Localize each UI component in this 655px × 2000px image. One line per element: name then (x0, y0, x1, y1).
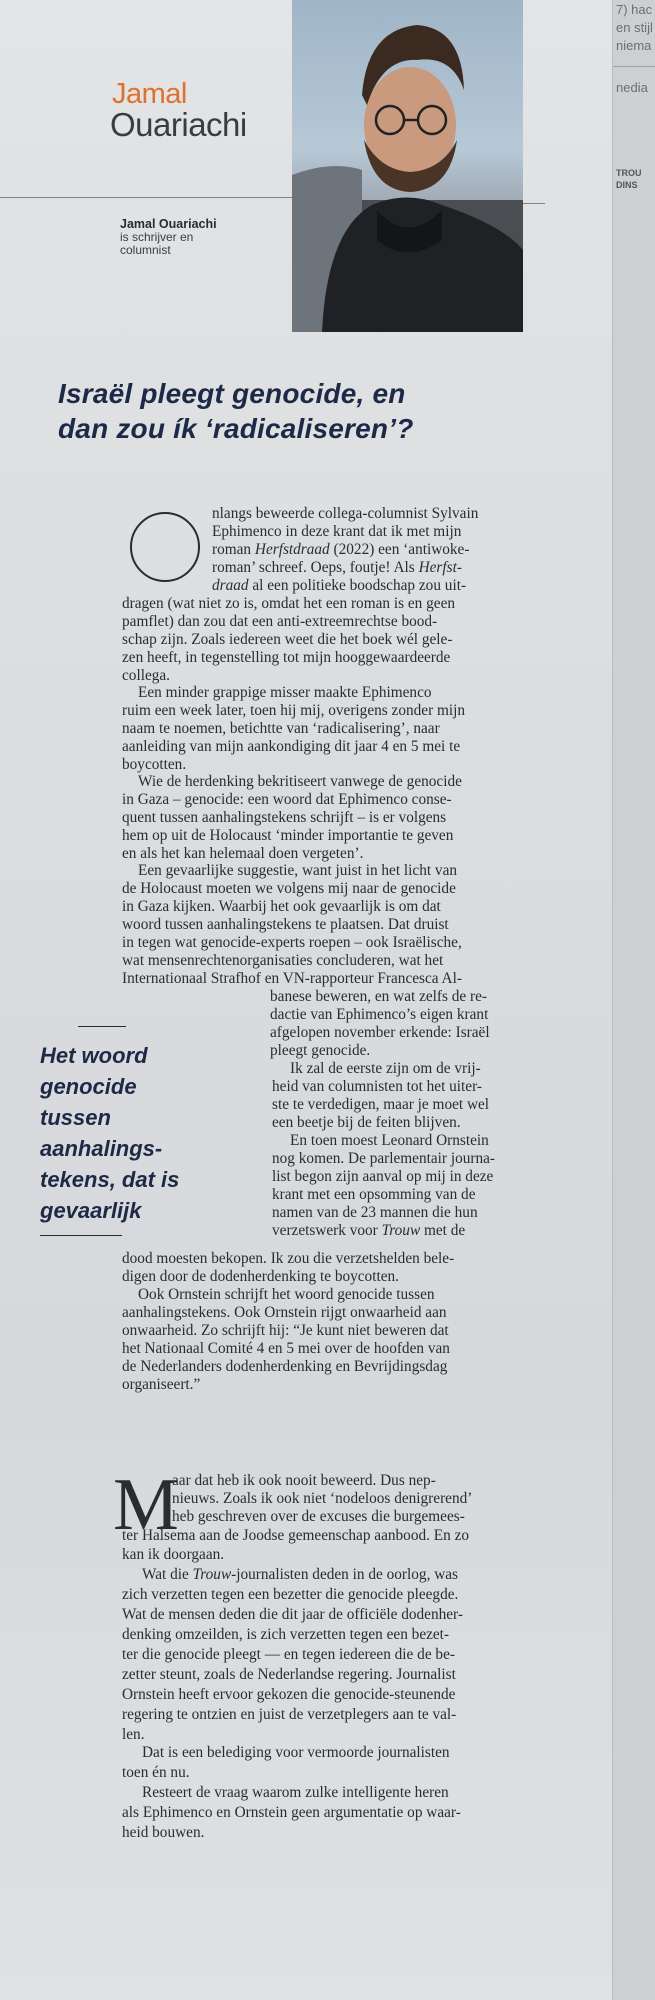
body-line: quent tussen aanhalingstekens schrijft – is er volgens (122, 809, 447, 826)
body-line: krant met een opsomming van de (272, 1186, 476, 1203)
body-line: heid van columnisten tot het uiter- (272, 1078, 482, 1095)
body-line: aar dat heb ik ook nooit beweerd. Dus nep- (172, 1472, 436, 1489)
pullquote-line: tussen (40, 1105, 111, 1130)
body-line: Ook Ornstein schrijft het woord genocide tussen (138, 1286, 435, 1303)
body-line: aanleiding van mijn aankondiging dit jaar 4 en 5 mei te (122, 738, 461, 755)
body-line: dactie van Ephimenco’s eigen krant (270, 1006, 489, 1023)
byline-role-2: columnist (120, 243, 171, 257)
body-line: roman Herfstdraad (2022) een ‘antiwoke- (212, 541, 470, 558)
body-line: in tegen wat genocide-experts roepen – ook Israëlische, (122, 934, 462, 951)
body-line: het Nationaal Comité 4 en 5 mei over de hoofden van (122, 1340, 450, 1357)
body-line: pleegt genocide. (270, 1042, 371, 1059)
adjacent-text: nedia (616, 80, 648, 95)
body-line: organiseert.” (122, 1376, 201, 1393)
body-line: woord tussen aanhalingstekens te plaatsen. Dat druist (122, 916, 449, 933)
header-rule-right (523, 203, 545, 204)
body-line: als Ephimenco en Ornstein geen argumentatie op waar- (122, 1804, 461, 1821)
adjacent-text: 7) hac (616, 2, 653, 17)
byline (120, 218, 217, 257)
body-line: verzetswerk voor Trouw met de (272, 1222, 466, 1239)
body-line: heid bouwen. (122, 1824, 205, 1841)
body-line: een beetje bij de feiten blijven. (272, 1114, 461, 1131)
adjacent-text: DINS (616, 180, 638, 190)
body-line: zich verzetten tegen een bezetter die genocide pleegde. (122, 1586, 459, 1603)
body-line: zetter steunt, zoals de Nederlandse regering. Journalist (122, 1666, 456, 1683)
body-line: nlangs beweerde collega-columnist Sylvain (212, 505, 479, 522)
body-line: Ornstein heeft ervoor gekozen die genocide-steunende (122, 1686, 456, 1703)
body-line: Dat is een belediging voor vermoorde journalisten (142, 1744, 450, 1761)
body-line: toen én nu. (122, 1764, 190, 1781)
body-line: ter die genocide pleegt — en tegen iedereen die de be- (122, 1646, 455, 1663)
body-line: roman’ schreef. Oeps, foutje! Als Herfst- (212, 559, 462, 576)
pullquote (40, 1040, 250, 1226)
byline-name: Jamal Ouariachi (120, 217, 217, 231)
body-line: heb geschreven over de excuses die burgemees- (172, 1508, 465, 1525)
body-line: kan ik doorgaan. (122, 1546, 225, 1563)
pullquote-line: genocide (40, 1074, 137, 1099)
author-portrait-image (292, 0, 523, 332)
body-line: Een minder grappige misser maakte Ephimenco (138, 684, 432, 701)
body-line: boycotten. (122, 756, 187, 773)
body-line: collega. (122, 667, 170, 684)
body-line: ste te verdedigen, maar je moet wel (272, 1096, 490, 1113)
pullquote-line: gevaarlijk (40, 1198, 142, 1223)
pullquote-rule-bottom (40, 1235, 122, 1236)
pullquote-line: aanhalings- (40, 1136, 163, 1161)
body-line: onwaarheid. Zo schrijft hij: “Je kunt niet beweren dat (122, 1322, 449, 1339)
body-line: nog komen. De parlementair journa- (272, 1150, 495, 1167)
body-line: in Gaza – genocide: een woord dat Ephimenco conse- (122, 791, 452, 808)
header-rule (0, 197, 292, 198)
pullquote-line: tekens, dat is (40, 1167, 180, 1192)
body-line: regering te ontzien en juist de verzetplegers aan te val- (122, 1706, 457, 1723)
body-line: en als het kan helemaal doen vergeten’. (122, 845, 364, 862)
body-line: len. (122, 1726, 145, 1743)
dropcap-m: M (113, 1464, 179, 1546)
pullquote-rule-top (78, 1026, 126, 1027)
body-line: digen door de dodenherdenking te boycotten. (122, 1268, 399, 1285)
body-line: afgelopen november erkende: Israël (270, 1024, 490, 1041)
body-line: Wat de mensen deden die dit jaar de officiële dodenher- (122, 1606, 463, 1623)
body-line: in Gaza kijken. Waarbij het ook gevaarlijk is om dat (122, 898, 441, 915)
body-line: de Holocaust moeten we volgens mij naar de genocide (122, 880, 456, 897)
body-line: draad al een politieke boodschap zou uit- (212, 577, 467, 594)
author-photo (292, 0, 523, 332)
body-line: Internationaal Strafhof en VN-rapporteur Francesca Al- (122, 970, 462, 987)
body-line: list begon zijn aanval op mij in deze (272, 1168, 494, 1185)
adjacent-page-edge (612, 0, 655, 2000)
adjacent-rule (613, 66, 655, 67)
body-line: namen van de 23 mannen die hun (272, 1204, 478, 1221)
body-line: En toen moest Leonard Ornstein (290, 1132, 489, 1149)
body-line: Resteert de vraag waarom zulke intelligente heren (142, 1784, 449, 1801)
body-line: Wat die Trouw-journalisten deden in de oorlog, was (142, 1566, 459, 1583)
body-line: dragen (wat niet zo is, omdat het een roman is en geen (122, 595, 456, 612)
body-line: naam te noemen, betichtte van ‘radicalisering’, naar (122, 720, 440, 737)
adjacent-text: niema (616, 38, 652, 53)
headline (58, 376, 578, 446)
body-line: dood moesten bekopen. Ik zou die verzetshelden bele- (122, 1250, 455, 1267)
body-line: banese beweren, en wat zelfs de re- (270, 988, 488, 1005)
adjacent-text: en stijl (616, 20, 653, 35)
body-line: Ik zal de eerste zijn om de vrij- (290, 1060, 481, 1077)
body-line: de Nederlanders dodenherdenking en Bevrijdingsdag (122, 1358, 448, 1375)
body-line: hem op uit de Holocaust ‘minder importantie te geven (122, 827, 454, 844)
body-line: Wie de herdenking bekritiseert vanwege de genocide (138, 773, 462, 790)
pullquote-line: Het woord (40, 1043, 148, 1068)
author-last-name: Ouariachi (110, 106, 247, 143)
headline-line-2: dan zou ík ‘radicaliseren’? (58, 413, 414, 444)
body-line: Ephimenco in deze krant dat ik met mijn (212, 523, 462, 540)
body-line: aanhalingstekens. Ook Ornstein rijgt onwaarheid aan (122, 1304, 447, 1321)
body-line: ruim een week later, toen hij mij, overigens zonder mijn (122, 702, 466, 719)
body-line: nieuws. Zoals ik ook niet ‘nodeloos denigrerend’ (172, 1490, 473, 1507)
author-first-name: Jamal (112, 78, 187, 110)
dropcap-o (130, 512, 200, 582)
adjacent-text: TROU (616, 168, 642, 178)
body-line: wat mensenrechtenorganisaties concluderen, wat het (122, 952, 444, 969)
body-line: ter Halsema aan de Joodse gemeenschap aanbood. En zo (122, 1527, 470, 1544)
body-line: zen heeft, in tegenstelling tot mijn hooggewaardeerde (122, 649, 451, 666)
byline-role-1: is schrijver en (120, 230, 194, 244)
headline-line-1: Israël pleegt genocide, en (58, 378, 406, 409)
body-line: denking omzeilden, is zich verzetten tegen een bezet- (122, 1626, 450, 1643)
body-line: schap zijn. Zoals iedereen weet die het boek wél gele- (122, 631, 453, 648)
body-line: pamflet) dan zou dat een anti-extreemrechtse bood- (122, 613, 438, 630)
body-line: Een gevaarlijke suggestie, want juist in het licht van (138, 862, 458, 879)
